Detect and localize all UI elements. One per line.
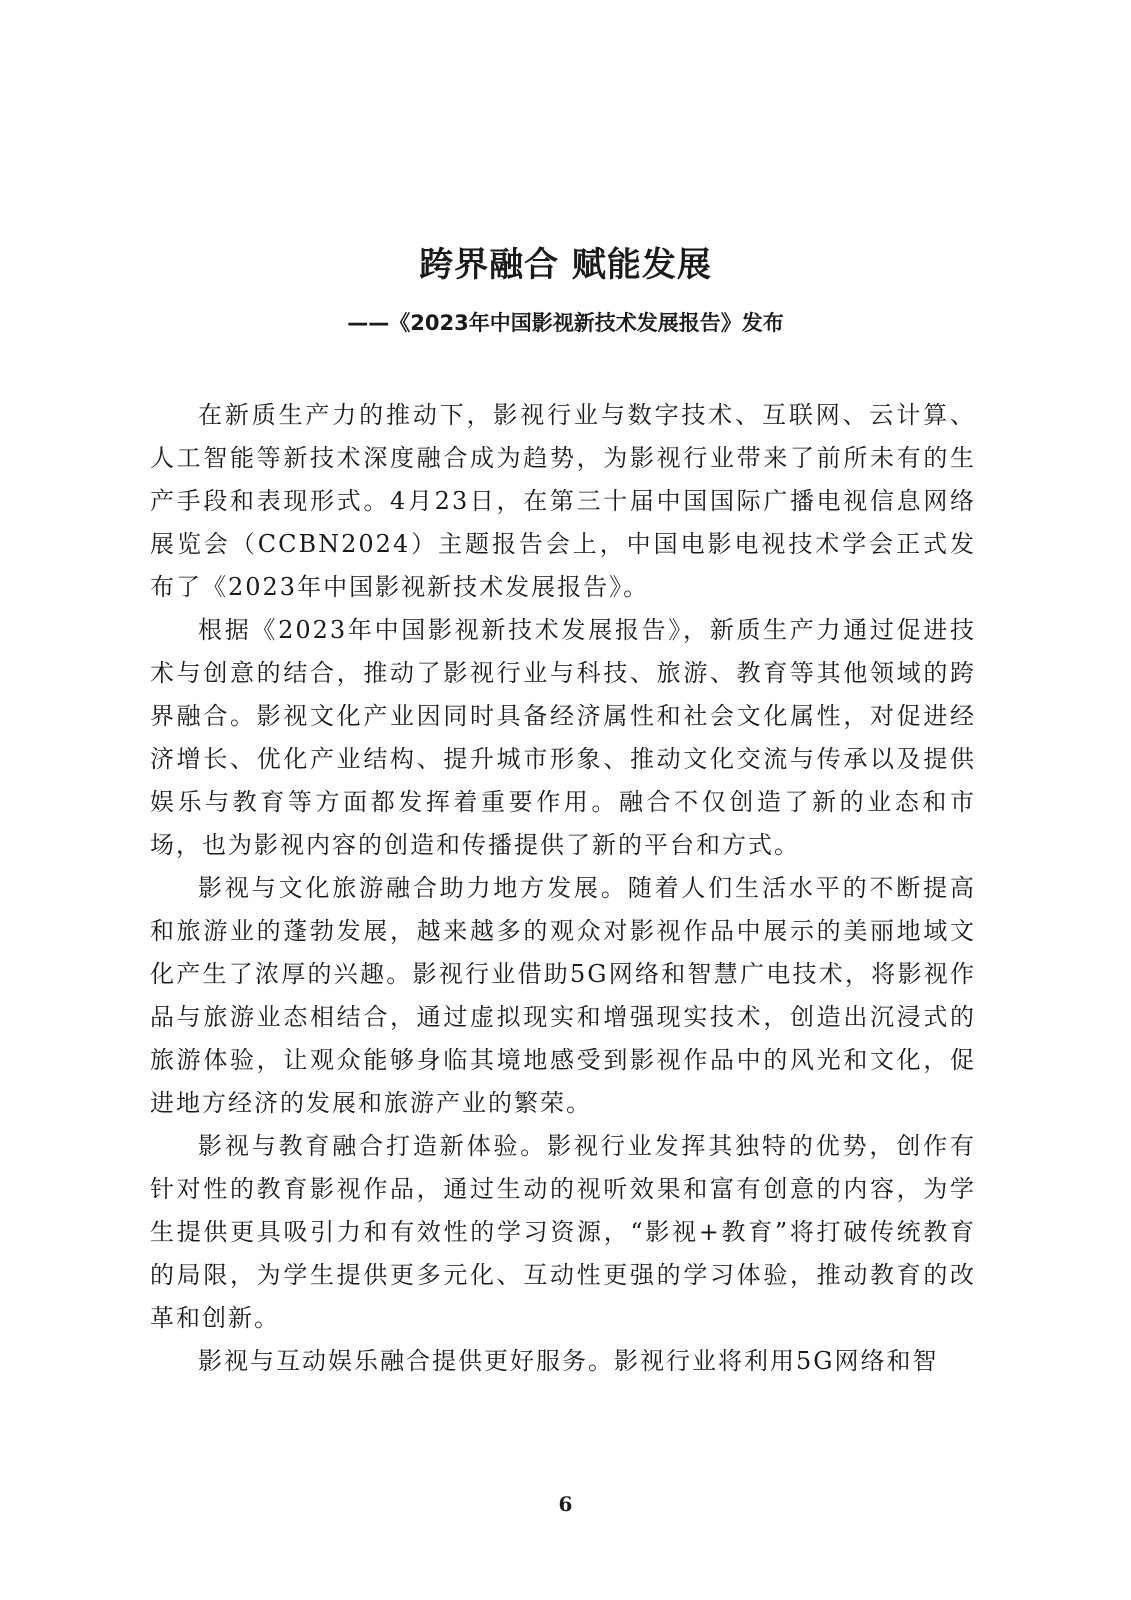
- paragraph-intro: 在新质生产力的推动下，影视行业与数字技术、互联网、云计算、人工智能等新技术深度融合成为趋势，为影视行业带来了前所未有的生产手段和表现形式。4月23日，在第三十届中国国际广播电视信息网络展览会（CCBN2024）主题报告会上，中国电影电视技术学会正式发布了《2023年中国影视新技术发展报告》。: [150, 401, 976, 601]
- paragraph-entertainment: 影视与互动娱乐融合提供更好服务。影视行业将利用5G网络和智: [198, 1347, 939, 1375]
- article-title: 跨界融合 赋能发展: [419, 245, 712, 285]
- page-number: 6: [558, 1492, 573, 1516]
- paragraph-education: 影视与教育融合打造新体验。影视行业发挥其独特的优势，创作有针对性的教育影视作品，通过生动的视听效果和富有创意的内容，为学生提供更具吸引力和有效性的学习资源，“影视+教育”将打破传统教育的局限，为学生提供更多元化、互动性更强的学习体验，推动教育的改革和创新。: [150, 1132, 976, 1332]
- paragraph-tourism: 影视与文化旅游融合助力地方发展。随着人们生活水平的不断提高和旅游业的蓬勃发展，越来越多的观众对影视作品中展示的美丽地域文化产生了浓厚的兴趣。影视行业借助5G网络和智慧广电技术，将影视作品与旅游业态相结合，通过虚拟现实和增强现实技术，创造出沉浸式的旅游体验，让观众能够身临其境地感受到影视作品中的风光和文化，促进地方经济的发展和旅游产业的繁荣。: [150, 874, 976, 1117]
- article-body: [150, 394, 976, 1383]
- paragraph-cross-industry: 根据《2023年中国影视新技术发展报告》，新质生产力通过促进技术与创意的结合，推动了影视行业与科技、旅游、教育等其他领域的跨界融合。影视文化产业因同时具备经济属性和社会文化属性，对促进经济增长、优化产业结构、提升城市形象、推动文化交流与传承以及提供娱乐与教育等方面都发挥着重要作用。融合不仅创造了新的业态和市场，也为影视内容的创造和传播提供了新的平台和方式。: [150, 616, 976, 859]
- article-subtitle: ——《2023年中国影视新技术发展报告》发布: [347, 311, 784, 335]
